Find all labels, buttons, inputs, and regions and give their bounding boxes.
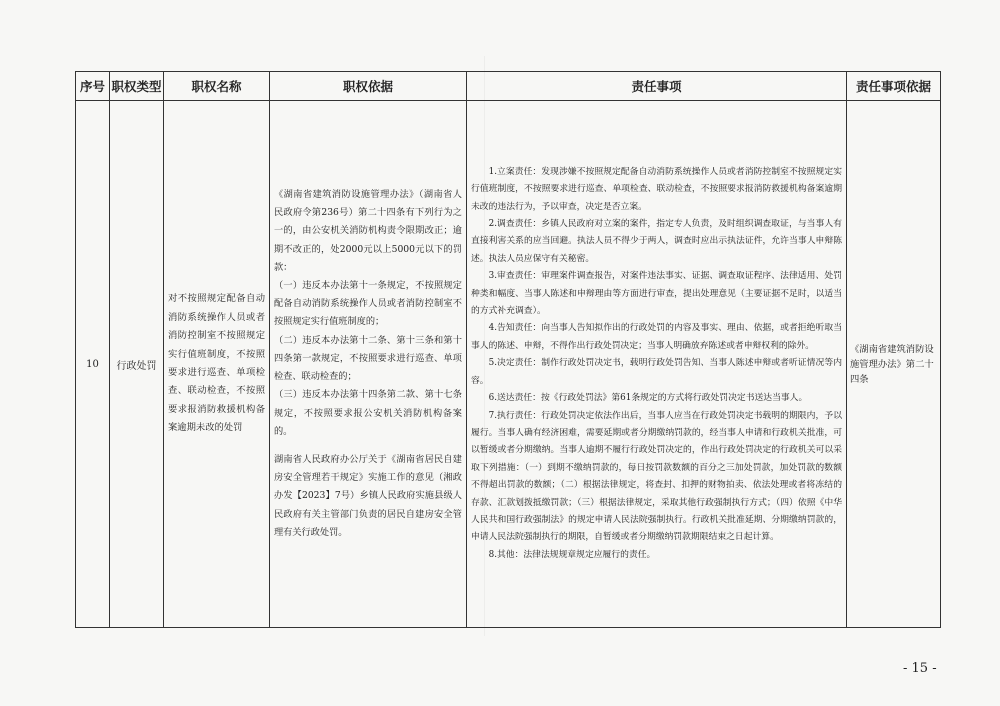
- header-duty-basis: 责任事项依据: [847, 72, 941, 101]
- duty-item: 1.立案责任：发现涉嫌不按照规定配备自动消防系统操作人员或者消防控制室不按照规定实行值班制度，不按照要求进行巡查、单项检查、联动检查，不按照要求报消防救援机构备案逾期未改的违法行为，予以审查，决定是否立案。: [471, 166, 842, 212]
- basis-paragraph: 《湖南省建筑消防设施管理办法》（湖南省人民政府令第236号）第二十四条有下列行为之一的，由公安机关消防机构责令限期改正；逾期不改正的，处2000元以上5000元以下的罚款：: [274, 189, 462, 273]
- cell-type: 行政处罚: [110, 101, 164, 628]
- duty-item: 2.调查责任：乡镇人民政府对立案的案件，指定专人负责，及时组织调查取证，与当事人有直接利害关系的应当回避。执法人员不得少于两人，调查时应出示执法证件，允许当事人申辩陈述。执法人员应保守有关秘密。: [471, 219, 842, 264]
- basis-paragraph: （三）违反本办法第十四条第二款、第十七条规定，不按照要求报公安机关消防机构备案的。: [274, 389, 462, 437]
- duty-item: 5.决定责任：制作行政处罚决定书，载明行政处罚告知、当事人陈述申辩或者听证情况等内容。: [471, 358, 842, 386]
- duty-item: 7.执行责任：行政处罚决定依法作出后，当事人应当在行政处罚决定书载明的期限内，予以履行。当事人确有经济困难，需要延期或者分期缴纳罚款的，经当事人申请和行政机关批准，可以暂缓或者分期缴纳。当事人逾期不履行行政处罚决定的，作出行政处罚决定的行政机关可以采取下列措施：（一）到期不缴纳罚款的，每日按罚款数额的百分之三加处罚款，加处罚款的数额不得超出罚款的数额；（二）根据法律规定，将查封、扣押的财物拍卖、依法处理或者将冻结的存款、汇款划拨抵缴罚款；（三）根据法律规定，采取其他行政强制执行方式；（四）依照《中华人民共和国行政强制法》的规定申请人民法院强制执行。行政机关批准延期、分期缴纳罚款的，申请人民法院强制执行的期限，自暂缓或者分期缴纳罚款期限结束之日起计算。: [471, 410, 842, 543]
- cell-number: 10: [76, 101, 110, 628]
- header-name: 职权名称: [164, 72, 270, 101]
- cell-basis: [270, 101, 467, 628]
- header-type: 职权类型: [110, 72, 164, 101]
- header-duties: 责任事项: [467, 72, 847, 101]
- cell-name: 对不按照规定配备自动消防系统操作人员或者消防控制室不按照规定实行值班制度，不按照要求进行巡查、单项检查、联动检查，不按照要求报消防救援机构备案逾期未改的处罚: [164, 101, 270, 628]
- page-number: - 15 -: [903, 661, 937, 676]
- header-number: 序号: [76, 72, 110, 101]
- duty-item: 4.告知责任：向当事人告知拟作出的行政处罚的内容及事实、理由、依据，或者拒绝听取当事人的陈述、申辩，不得作出行政处罚决定；当事人明确放弃陈述或者申辩权利的除外。: [471, 323, 842, 351]
- duty-item: 6.送达责任：按《行政处罚法》第61条规定的方式将行政处罚决定书送达当事人。: [488, 393, 808, 404]
- cell-duties: [467, 101, 847, 628]
- duty-item: 8.其他：法律法规规章规定应履行的责任。: [488, 549, 656, 560]
- table-row: [76, 101, 941, 628]
- basis-paragraph: （一）违反本办法第十一条规定，不按照规定配备自动消防系统操作人员或者消防控制室不按照规定实行值班制度的；: [274, 280, 462, 328]
- table-header-row: [76, 72, 941, 101]
- basis-paragraph: 湖南省人民政府办公厅关于《湖南省居民自建房安全管理若干规定》实施工作的意见（湘政办发【2023】7号）乡镇人民政府实施县级人民政府有关主管部门负责的居民自建房安全管理有关行政处罚。: [274, 453, 462, 538]
- basis-paragraph: （二）违反本办法第十二条、第十三条和第十四条第一款规定，不按照要求进行巡查、单项检查、联动检查的；: [274, 334, 462, 383]
- duty-item: 3.审查责任：审理案件调查报告，对案件违法事实、证据、调查取证程序、法律适用、处罚种类和幅度、当事人陈述和申辩理由等方面进行审查，提出处理意见（主要证据不足时，以适当的方式补充调查）。: [471, 271, 842, 317]
- power-list-table: [75, 71, 941, 628]
- cell-duty-basis: 《湖南省建筑消防设施管理办法》第二十四条: [847, 101, 941, 628]
- header-basis: 职权依据: [270, 72, 467, 101]
